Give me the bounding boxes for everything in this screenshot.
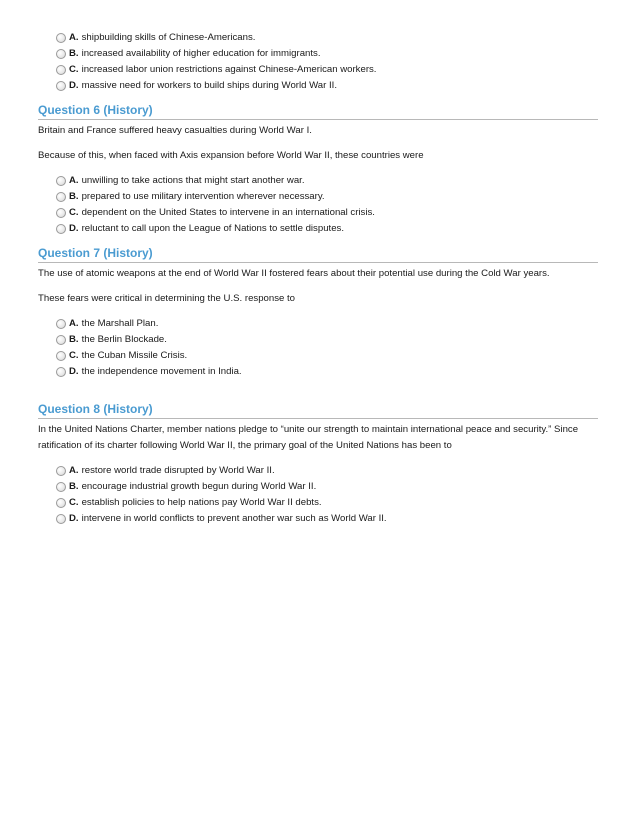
- option-text: the independence movement in India.: [81, 366, 242, 377]
- question-title: Question 7 (History): [38, 246, 153, 260]
- option-letter: D.: [69, 366, 79, 377]
- answer-options: [0, 463, 638, 527]
- option-letter: C.: [69, 207, 79, 218]
- answer-option-d[interactable]: [0, 221, 638, 237]
- option-text: the Marshall Plan.: [81, 318, 159, 329]
- question-7: [0, 245, 638, 380]
- radio-button[interactable]: [56, 367, 66, 377]
- answer-option-c[interactable]: [0, 62, 376, 78]
- radio-button[interactable]: [56, 351, 66, 361]
- answer-option-d[interactable]: [0, 364, 638, 380]
- radio-button[interactable]: [56, 335, 66, 345]
- radio-button[interactable]: [56, 65, 66, 75]
- option-letter: C.: [69, 64, 79, 75]
- option-letter: A.: [69, 175, 79, 186]
- radio-button[interactable]: [56, 498, 66, 508]
- answer-option-b[interactable]: [0, 479, 638, 495]
- answer-option-a[interactable]: [0, 30, 376, 46]
- option-text: intervene in world conflicts to prevent another war such as World War II.: [81, 513, 387, 524]
- answer-option-d[interactable]: [0, 511, 638, 527]
- option-text: massive need for workers to build ships during World War II.: [81, 80, 337, 91]
- radio-button[interactable]: [56, 192, 66, 202]
- option-text: unwilling to take actions that might start another war.: [81, 175, 305, 186]
- answer-option-d[interactable]: [0, 78, 376, 94]
- option-letter: B.: [69, 191, 79, 202]
- option-letter: A.: [69, 465, 79, 476]
- option-letter: D.: [69, 513, 79, 524]
- answer-option-c[interactable]: [0, 495, 638, 511]
- radio-button[interactable]: [56, 224, 66, 234]
- option-letter: C.: [69, 350, 79, 361]
- option-text: the Berlin Blockade.: [81, 334, 167, 345]
- option-text: dependent on the United States to intervene in an international crisis.: [81, 207, 375, 218]
- option-letter: A.: [69, 318, 79, 329]
- radio-button[interactable]: [56, 482, 66, 492]
- question-5-tail: [0, 30, 376, 94]
- answer-options: [0, 173, 638, 237]
- option-text: establish policies to help nations pay World War II debts.: [81, 497, 322, 508]
- answer-option-c[interactable]: [0, 348, 638, 364]
- option-text: increased availability of higher education for immigrants.: [81, 48, 321, 59]
- question-6: [0, 102, 638, 237]
- option-letter: B.: [69, 48, 79, 59]
- radio-button[interactable]: [56, 514, 66, 524]
- option-text: shipbuilding skills of Chinese-Americans.: [81, 32, 256, 43]
- option-letter: D.: [69, 223, 79, 234]
- radio-button[interactable]: [56, 81, 66, 91]
- option-letter: A.: [69, 32, 79, 43]
- answer-options: [0, 30, 376, 94]
- answer-options: [0, 316, 638, 380]
- option-text: reluctant to call upon the League of Nations to settle disputes.: [81, 223, 344, 234]
- option-text: restore world trade disrupted by World War II.: [81, 465, 275, 476]
- answer-option-a[interactable]: [0, 173, 638, 189]
- radio-button[interactable]: [56, 33, 66, 43]
- option-text: increased labor union restrictions against Chinese-American workers.: [81, 64, 377, 75]
- option-text: the Cuban Missile Crisis.: [81, 350, 188, 361]
- question-prompt: These fears were critical in determining the U.S. response to: [38, 293, 296, 304]
- radio-button[interactable]: [56, 319, 66, 329]
- question-prompt: Because of this, when faced with Axis expansion before World War II, these countries were: [38, 150, 424, 161]
- radio-button[interactable]: [56, 176, 66, 186]
- option-letter: B.: [69, 334, 79, 345]
- radio-button[interactable]: [56, 208, 66, 218]
- answer-option-b[interactable]: [0, 46, 376, 62]
- question-title: Question 6 (History): [38, 103, 153, 117]
- question-title: Question 8 (History): [38, 402, 153, 416]
- answer-option-a[interactable]: [0, 463, 638, 479]
- answer-option-a[interactable]: [0, 316, 638, 332]
- option-letter: D.: [69, 80, 79, 91]
- question-prompt: The use of atomic weapons at the end of World War II fostered fears about their potential use during the Cold War years.: [38, 268, 550, 279]
- option-letter: B.: [69, 481, 79, 492]
- radio-button[interactable]: [56, 49, 66, 59]
- answer-option-c[interactable]: [0, 205, 638, 221]
- answer-option-b[interactable]: [0, 332, 638, 348]
- option-text: prepared to use military intervention wherever necessary.: [81, 191, 325, 202]
- question-8: [0, 401, 638, 527]
- option-text: encourage industrial growth begun during World War II.: [81, 481, 317, 492]
- answer-option-b[interactable]: [0, 189, 638, 205]
- option-letter: C.: [69, 497, 79, 508]
- question-prompt: In the United Nations Charter, member nations pledge to “unite our strength to maintain international peace and security.” Since ratification of its charter following World War II, the primary goal of the United Nations has been to: [38, 424, 579, 451]
- question-prompt: Britain and France suffered heavy casualties during World War I.: [38, 125, 312, 136]
- radio-button[interactable]: [56, 466, 66, 476]
